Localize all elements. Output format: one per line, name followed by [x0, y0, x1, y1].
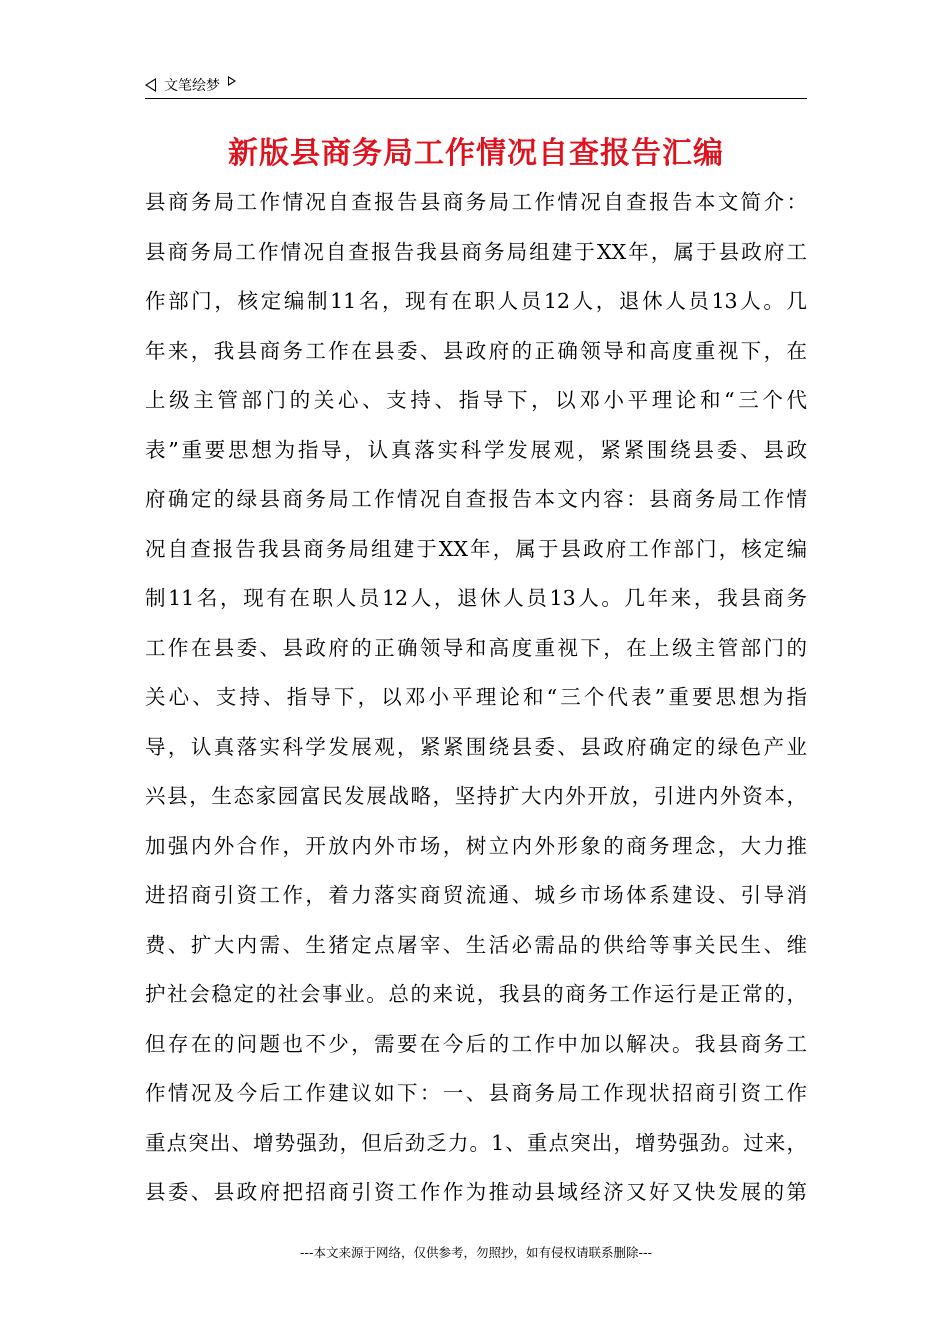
page-header: [145, 72, 807, 99]
body-line: 重点突出、增势强劲，但后劲乏力。1、重点突出，增势强劲。过来，: [145, 1130, 807, 1155]
body-line: 府确定的绿县商务局工作情况自查报告本文内容：县商务局工作情: [145, 487, 807, 511]
triangle-left-icon: [145, 78, 156, 92]
header-brand: 文笔绘梦: [164, 78, 220, 94]
body-line: 年来，我县商务工作在县委、县政府的正确领导和高度重视下，在: [145, 338, 807, 363]
body-line: 作部门，核定编制11名，现有在职人员12人，退休人员13人。几: [145, 289, 807, 313]
body-line: 县商务局工作情况自查报告县商务局工作情况自查报告本文简介：: [145, 190, 807, 214]
body-line: 但存在的问题也不少，需要在今后的工作中加以解决。我县商务工: [145, 1031, 807, 1056]
body-line: 导，认真落实科学发展观，紧紧围绕县委、县政府确定的绿色产业: [145, 734, 807, 759]
body-line: 加强内外合作，开放内外市场，树立内外形象的商务理念，大力推: [145, 833, 807, 858]
triangle-right-icon: [228, 76, 236, 86]
body-line: 制11名，现有在职人员12人，退休人员13人。几年来，我县商务: [145, 586, 807, 610]
body-line: 护社会稳定的社会事业。总的来说，我县的商务工作运行是正常的，: [145, 982, 807, 1006]
body-line: 进招商引资工作，着力落实商贸流通、城乡市场体系建设、引导消: [145, 883, 807, 907]
document-title: 新版县商务局工作情况自查报告汇编: [228, 136, 724, 171]
body-line: 工作在县委、县政府的正确领导和高度重视下，在上级主管部门的: [145, 635, 807, 660]
body-line: 县商务局工作情况自查报告我县商务局组建于XX年，属于县政府工: [145, 239, 807, 264]
body-line: 县委、县政府把招商引资工作作为推动县域经济又好又快发展的第: [145, 1180, 807, 1204]
body-line: 作情况及今后工作建议如下：一、县商务局工作现状招商引资工作: [145, 1081, 807, 1105]
body-line: 关心、支持、指导下，以邓小平理论和“三个代表”重要思想为指: [145, 685, 807, 709]
body-line: 况自查报告我县商务局组建于XX年，属于县政府工作部门，核定编: [145, 536, 807, 561]
body-line: 费、扩大内需、生猪定点屠宰、生活必需品的供给等事关民生、维: [145, 932, 807, 957]
body-line: 表”重要思想为指导，认真落实科学发展观，紧紧围绕县委、县政: [145, 437, 807, 462]
body-line: 兴县，生态家园富民发展战略，坚持扩大内外开放，引进内外资本，: [145, 784, 807, 808]
page-footer: ---本文来源于网络，仅供参考，勿照抄，如有侵权请联系删除---: [299, 1245, 653, 1260]
body-line: 上级主管部门的关心、支持、指导下，以邓小平理论和“三个代: [145, 388, 807, 412]
document-body: [145, 178, 807, 1218]
